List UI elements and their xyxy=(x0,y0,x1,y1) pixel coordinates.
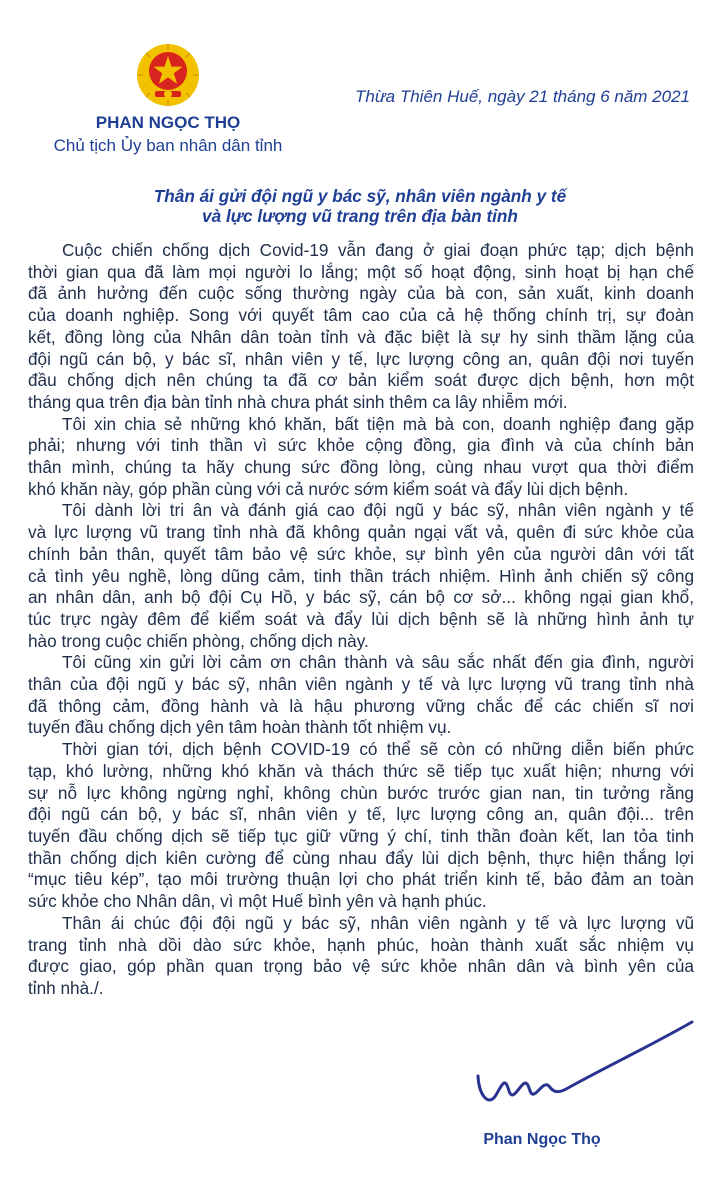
place-date: Thừa Thiên Huế, ngày 21 tháng 6 năm 2021 xyxy=(355,87,690,106)
paragraph-line: thân mình, chúng ta hãy chung sức đồng lòng, cùng nhau vượt qua thời điểm xyxy=(28,457,694,478)
paragraph-line: của doanh nghiệp. Song với quyết tâm cao của cả hệ thống chính trị, sự đoàn xyxy=(28,305,694,326)
letter-body xyxy=(28,240,694,1000)
paragraph-line: Tôi xin chia sẻ những khó khăn, bất tiện mà bà con, doanh nghiệp đang gặp xyxy=(62,413,694,434)
paragraph-line: sự nỗ lực không ngừng nghỉ, không chùn bước trước gian nan, tin tưởng rằng xyxy=(28,782,694,803)
paragraph-line: thời gian qua đã làm mọi người lo lắng; một số hoạt động, sinh hoạt bị hạn chế xyxy=(28,261,694,282)
sender-name: PHAN NGỌC THỌ xyxy=(95,113,241,132)
paragraph-line: thân của đội ngũ y bác sỹ, nhân viên ngành y tế và lực lượng vũ trang tỉnh nhà xyxy=(28,674,694,695)
paragraph-line: đội ngũ cán bộ, y bác sĩ, nhân viên y tế, lực lượng công an, quân đội nơi tuyến xyxy=(28,348,694,369)
paragraph-line: Thân ái chúc đội đội ngũ y bác sỹ, nhân viên ngành y tế và lực lượng vũ xyxy=(62,912,694,933)
letter-title xyxy=(40,186,680,226)
handwritten-signature xyxy=(474,1010,704,1120)
paragraph-line: tháng qua trên địa bàn tỉnh nhà chưa phát sinh thêm ca lây nhiễm mới. xyxy=(28,391,568,412)
paragraph-line: Cuộc chiến chống dịch Covid-19 vẫn đang ở giai đoạn phức tạp; dịch bệnh xyxy=(62,240,694,260)
paragraph-line: được giao, góp phần quan trọng bảo vệ sức khỏe nhân dân và bình yên của xyxy=(28,956,694,977)
paragraph-line: túc trực ngày đêm để kiểm soát và đẩy lùi dịch bệnh sẽ là những hình ảnh tự xyxy=(28,608,694,629)
sender-role: Chủ tịch Ủy ban nhân dân tỉnh xyxy=(53,136,283,155)
paragraph-line: đã thông cảm, đồng hành và là hậu phương vững chắc để các chiến sĩ nơi xyxy=(28,695,694,716)
paragraph-line: Tôi cũng xin gửi lời cảm ơn chân thành và sâu sắc nhất đến gia đình, người xyxy=(62,652,694,673)
paragraph-line: tỉnh nhà./. xyxy=(28,977,104,998)
paragraph-line: hào trong cuộc chiến phòng, chống dịch này. xyxy=(28,630,369,651)
paragraph-line: trang tỉnh nhà dồi dào sức khỏe, hạnh phúc, hoàn thành xuất sắc nhiệm vụ xyxy=(28,934,694,955)
paragraph-line: cả tình yêu nghề, lòng dũng cảm, tinh thần trách nhiệm. Hình ảnh chiến sỹ công xyxy=(28,565,694,586)
paragraph-line: an nhân dân, anh bộ đội Cụ Hồ, y bác sỹ, cán bộ cơ sở... không ngại gian khổ, xyxy=(28,587,694,608)
paragraph-line: tuyến đầu chống dịch sẽ tiếp tục giữ vững ý chí, tinh thần đoàn kết, lan tỏa tinh xyxy=(28,825,694,846)
paragraph-line: đã ảnh hưởng đến cuộc sống thường ngày của bà con, sản xuất, kinh doanh xyxy=(28,283,694,304)
paragraph-line: “mục tiêu kép”, tạo môi trường thuận lợi cho phát triển kinh tế, bảo đảm an toàn xyxy=(28,869,694,890)
paragraph-line: chính bản thân, quyết tâm bảo vệ sức khỏe, sự bình yên của người dân với tất xyxy=(28,543,694,564)
paragraph-line: đội ngũ cán bộ, y bác sĩ, nhân viên y tế, lực lượng công an, quân đội... trên xyxy=(28,804,694,825)
paragraph-line: Tôi dành lời tri ân và đánh giá cao đội ngũ y bác sỹ, nhân viên ngành y tế xyxy=(62,500,694,521)
title-line: Thân ái gửi đội ngũ y bác sỹ, nhân viên ngành y tế xyxy=(153,186,567,206)
paragraph-line: Thời gian tới, dịch bệnh COVID-19 có thể sẽ còn có những diễn biến phức xyxy=(62,739,694,760)
paragraph-line: kết, đồng lòng của Nhân dân toàn tỉnh và đặc biệt là sự hy sinh thầm lặng của xyxy=(28,326,694,347)
paragraph-line: sức khỏe cho Nhân dân, vì một Huế bình yên và hạnh phúc. xyxy=(28,891,487,912)
signer-name: Phan Ngọc Thọ xyxy=(483,1131,601,1148)
national-emblem-icon xyxy=(135,42,201,108)
paragraph-line: đầu chống dịch nên chúng ta đã cơ bản kiểm soát được dịch bệnh, hơn một xyxy=(28,370,694,391)
paragraph-line: khó khăn này, góp phần cùng với cả nước sớm kiểm soát và đẩy lùi dịch bệnh. xyxy=(28,478,629,499)
paragraph-line: tạp, khó lường, những khó khăn và thách thức sẽ tiếp tục xuất hiện; nhưng với xyxy=(28,760,694,781)
paragraph-line: và lực lượng vũ trang tỉnh nhà đã không quản ngại vất vả, quên đi sức khỏe của xyxy=(28,522,694,543)
paragraph-line: thần chống dịch kiên cường để cùng nhau đẩy lùi dịch bệnh, thực hiện thắng lợi xyxy=(28,847,694,868)
title-line: và lực lượng vũ trang trên địa bàn tỉnh xyxy=(202,206,518,226)
paragraph-line: phải; nhưng với tinh thần vì sức khỏe cộng đồng, gia đình và của chính bản xyxy=(28,435,694,456)
paragraph-line: tuyến đầu chống dịch yên tâm hoàn thành tốt nhiệm vụ. xyxy=(28,717,452,738)
